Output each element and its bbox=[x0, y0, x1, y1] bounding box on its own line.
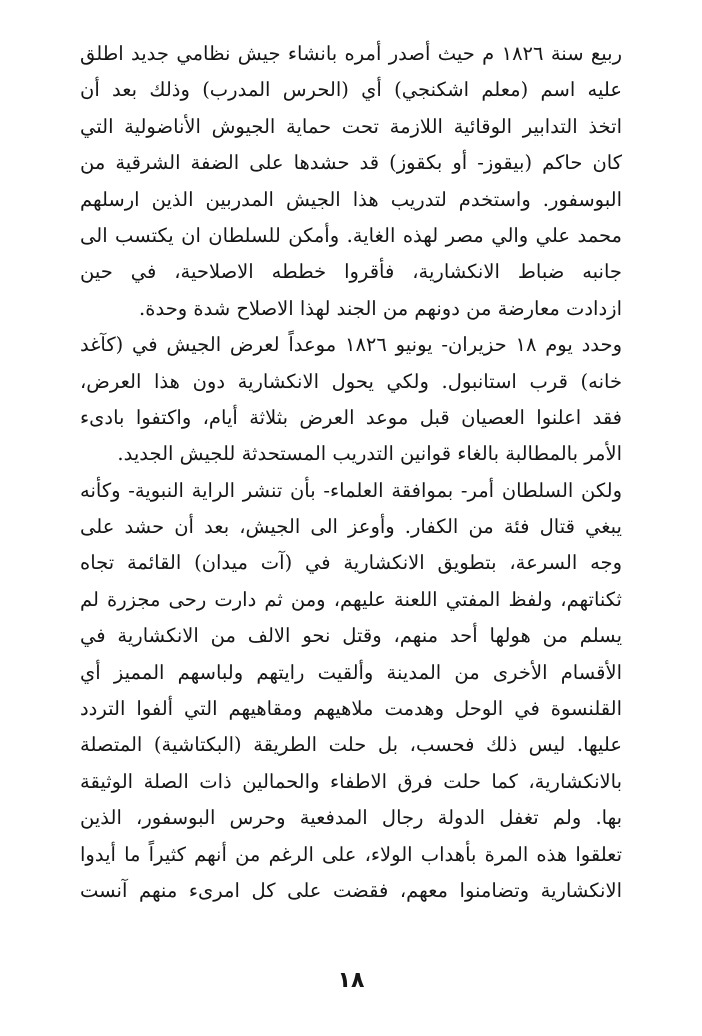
text-line: بالانكشارية، كما حلت فرق الاطفاء والحمالين ذات الصلة الوثيقة bbox=[80, 769, 622, 793]
text-line: بها. ولم تغفل الدولة رجال المدفعية وحرس البوسفور، الذين bbox=[80, 806, 622, 830]
page-number: ١٨ bbox=[337, 968, 365, 993]
text-line: اتخذ التدابير الوقائية اللازمة تحت حماية الجيوش الأناضولية التي bbox=[80, 114, 622, 138]
text-line: ربيع سنة ١٨٢٦ م حيث أصدر أمره بانشاء جيش نظامي جديد اطلق bbox=[80, 42, 622, 65]
text-line: تعلقوا هذه المرة بأهداب الولاء، على الرغم من أنهم كثيراً ما أيدوا bbox=[80, 842, 622, 866]
text-line: ثكناتهم، ولفظ المفتي اللعنة عليهم، ومن ثم دارت رحى مجزرة لم bbox=[80, 587, 622, 611]
text-line: الأقسام الأخرى من المدينة وألقيت رايتهم ولباسهم المميز أي bbox=[80, 660, 622, 684]
text-line: يسلم من هولها أحد منهم، وقتل نحو الالف من الانكشارية في bbox=[80, 624, 622, 648]
text-line: عليها. ليس ذلك فحسب، بل حلت الطريقة (البكتاشية) المتصلة bbox=[80, 733, 622, 757]
text-line: عليه اسم (معلم اشكنجي) أي (الحرس المدرب) وذلك بعد أن bbox=[80, 78, 622, 102]
text-line: وحدد يوم ١٨ حزيران- يونيو ١٨٢٦ موعداً لعرض الجيش في (كآغد bbox=[80, 333, 622, 357]
text-line: وجه السرعة، بتطويق الانكشارية في (آت ميدان) القائمة تجاه bbox=[80, 551, 622, 575]
text-line: الأمر بالمطالبة بالغاء قوانين التدريب المستحدثة للجيش الجديد. bbox=[117, 442, 622, 466]
body-text bbox=[80, 36, 622, 909]
text-line: خانه) قرب استانبول. ولكي يحول الانكشارية دون هذا العرض، bbox=[80, 369, 622, 393]
text-line: ازدادت معارضة من دونهم من الجند لهذا الاصلاح شدة وحدة. bbox=[139, 296, 622, 320]
text-line: البوسفور. واستخدم لتدريب هذا الجيش المدربين الذين ارسلهم bbox=[80, 187, 622, 211]
text-line: القلنسوة في الوحل وهدمت ملاهيهم ومقاهيهم التي ألفوا التردد bbox=[80, 697, 622, 721]
text-line: كان حاكم (بيقوز- أو بكقوز) قد حشدها على الضفة الشرقية من bbox=[80, 151, 622, 175]
text-line: ولكن السلطان أمر- بموافقة العلماء- بأن تنشر الراية النبوية- وكأنه bbox=[80, 478, 622, 502]
text-line: الانكشارية وتضامنوا معهم، فقضت على كل امرىء منهم آنست bbox=[80, 878, 622, 902]
text-line: فقد اعلنوا العصيان قبل موعد العرض بثلاثة أيام، واكتفوا بادىء bbox=[80, 405, 622, 429]
text-line: يبغي قتال فئة من الكفار. وأوعز الى الجيش، بعد أن حشد على bbox=[80, 515, 622, 539]
text-line: جانبه ضباط الانكشارية، فأقروا خططه الاصلاحية، في حين bbox=[80, 260, 622, 284]
text-line: محمد علي والي مصر لهذه الغاية. وأمكن للسلطان ان يكتسب الى bbox=[80, 223, 622, 247]
